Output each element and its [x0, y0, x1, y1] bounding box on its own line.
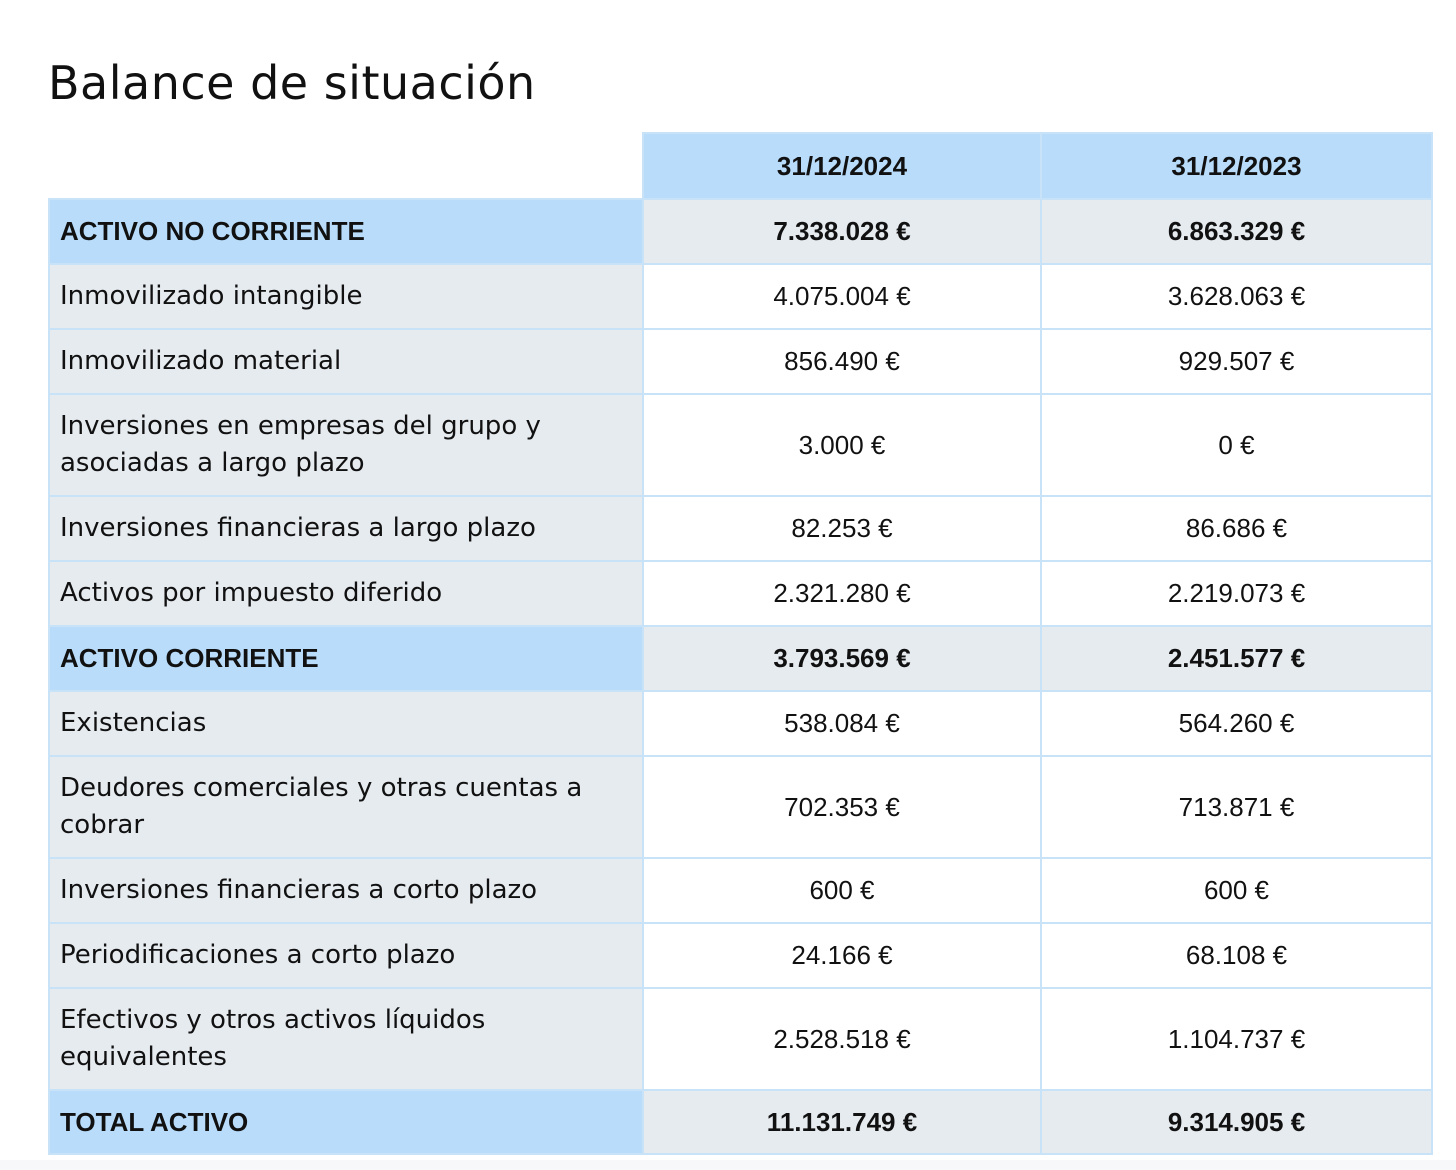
row-value-2023: 6.863.329 € [1041, 199, 1432, 264]
row-label: Inversiones financieras a largo plazo [49, 496, 643, 561]
row-value-2024: 702.353 € [643, 756, 1041, 858]
row-value-2024: 7.338.028 € [643, 199, 1041, 264]
table-row [49, 329, 1432, 394]
row-label: Efectivos y otros activos líquidos equivalentes [49, 988, 643, 1090]
row-value-2023: 1.104.737 € [1041, 988, 1432, 1090]
row-value-2023: 564.260 € [1041, 691, 1432, 756]
page-title: Balance de situación [48, 56, 536, 110]
table-row [49, 394, 1432, 496]
row-label: Periodificaciones a corto plazo [49, 923, 643, 988]
balance-sheet-table [48, 132, 1433, 1155]
header-date-2023: 31/12/2023 [1041, 133, 1432, 199]
row-value-2023: 2.219.073 € [1041, 561, 1432, 626]
table-row-total [49, 1090, 1432, 1154]
header-date-2024: 31/12/2024 [643, 133, 1041, 199]
row-label: Inversiones financieras a corto plazo [49, 858, 643, 923]
row-value-2024: 3.000 € [643, 394, 1041, 496]
table-header-row [49, 133, 1432, 199]
table-row [49, 858, 1432, 923]
row-value-2024: 4.075.004 € [643, 264, 1041, 329]
row-label: ACTIVO NO CORRIENTE [49, 199, 643, 264]
table-row [49, 264, 1432, 329]
table-row [49, 496, 1432, 561]
row-label: Inmovilizado material [49, 329, 643, 394]
row-value-2024: 24.166 € [643, 923, 1041, 988]
row-label: Activos por impuesto diferido [49, 561, 643, 626]
row-label: TOTAL ACTIVO [49, 1090, 643, 1154]
row-value-2024: 538.084 € [643, 691, 1041, 756]
row-value-2023: 68.108 € [1041, 923, 1432, 988]
row-value-2023: 2.451.577 € [1041, 626, 1432, 691]
row-label: Existencias [49, 691, 643, 756]
table-row [49, 756, 1432, 858]
row-value-2024: 2.528.518 € [643, 988, 1041, 1090]
table-row [49, 691, 1432, 756]
table-row-section [49, 626, 1432, 691]
row-label: Inversiones en empresas del grupo y asociadas a largo plazo [49, 394, 643, 496]
row-value-2023: 9.314.905 € [1041, 1090, 1432, 1154]
row-value-2024: 82.253 € [643, 496, 1041, 561]
row-label: Deudores comerciales y otras cuentas a cobrar [49, 756, 643, 858]
row-value-2023: 929.507 € [1041, 329, 1432, 394]
row-value-2024: 600 € [643, 858, 1041, 923]
row-value-2024: 2.321.280 € [643, 561, 1041, 626]
row-label: ACTIVO CORRIENTE [49, 626, 643, 691]
table-row [49, 561, 1432, 626]
row-value-2024: 11.131.749 € [643, 1090, 1041, 1154]
row-value-2023: 0 € [1041, 394, 1432, 496]
table-row [49, 988, 1432, 1090]
row-value-2023: 86.686 € [1041, 496, 1432, 561]
row-value-2023: 600 € [1041, 858, 1432, 923]
row-value-2023: 3.628.063 € [1041, 264, 1432, 329]
table-row-section [49, 199, 1432, 264]
row-value-2024: 3.793.569 € [643, 626, 1041, 691]
table-row [49, 923, 1432, 988]
row-label: Inmovilizado intangible [49, 264, 643, 329]
bottom-band [0, 1160, 1456, 1170]
header-blank-cell [49, 133, 643, 199]
row-value-2024: 856.490 € [643, 329, 1041, 394]
row-value-2023: 713.871 € [1041, 756, 1432, 858]
